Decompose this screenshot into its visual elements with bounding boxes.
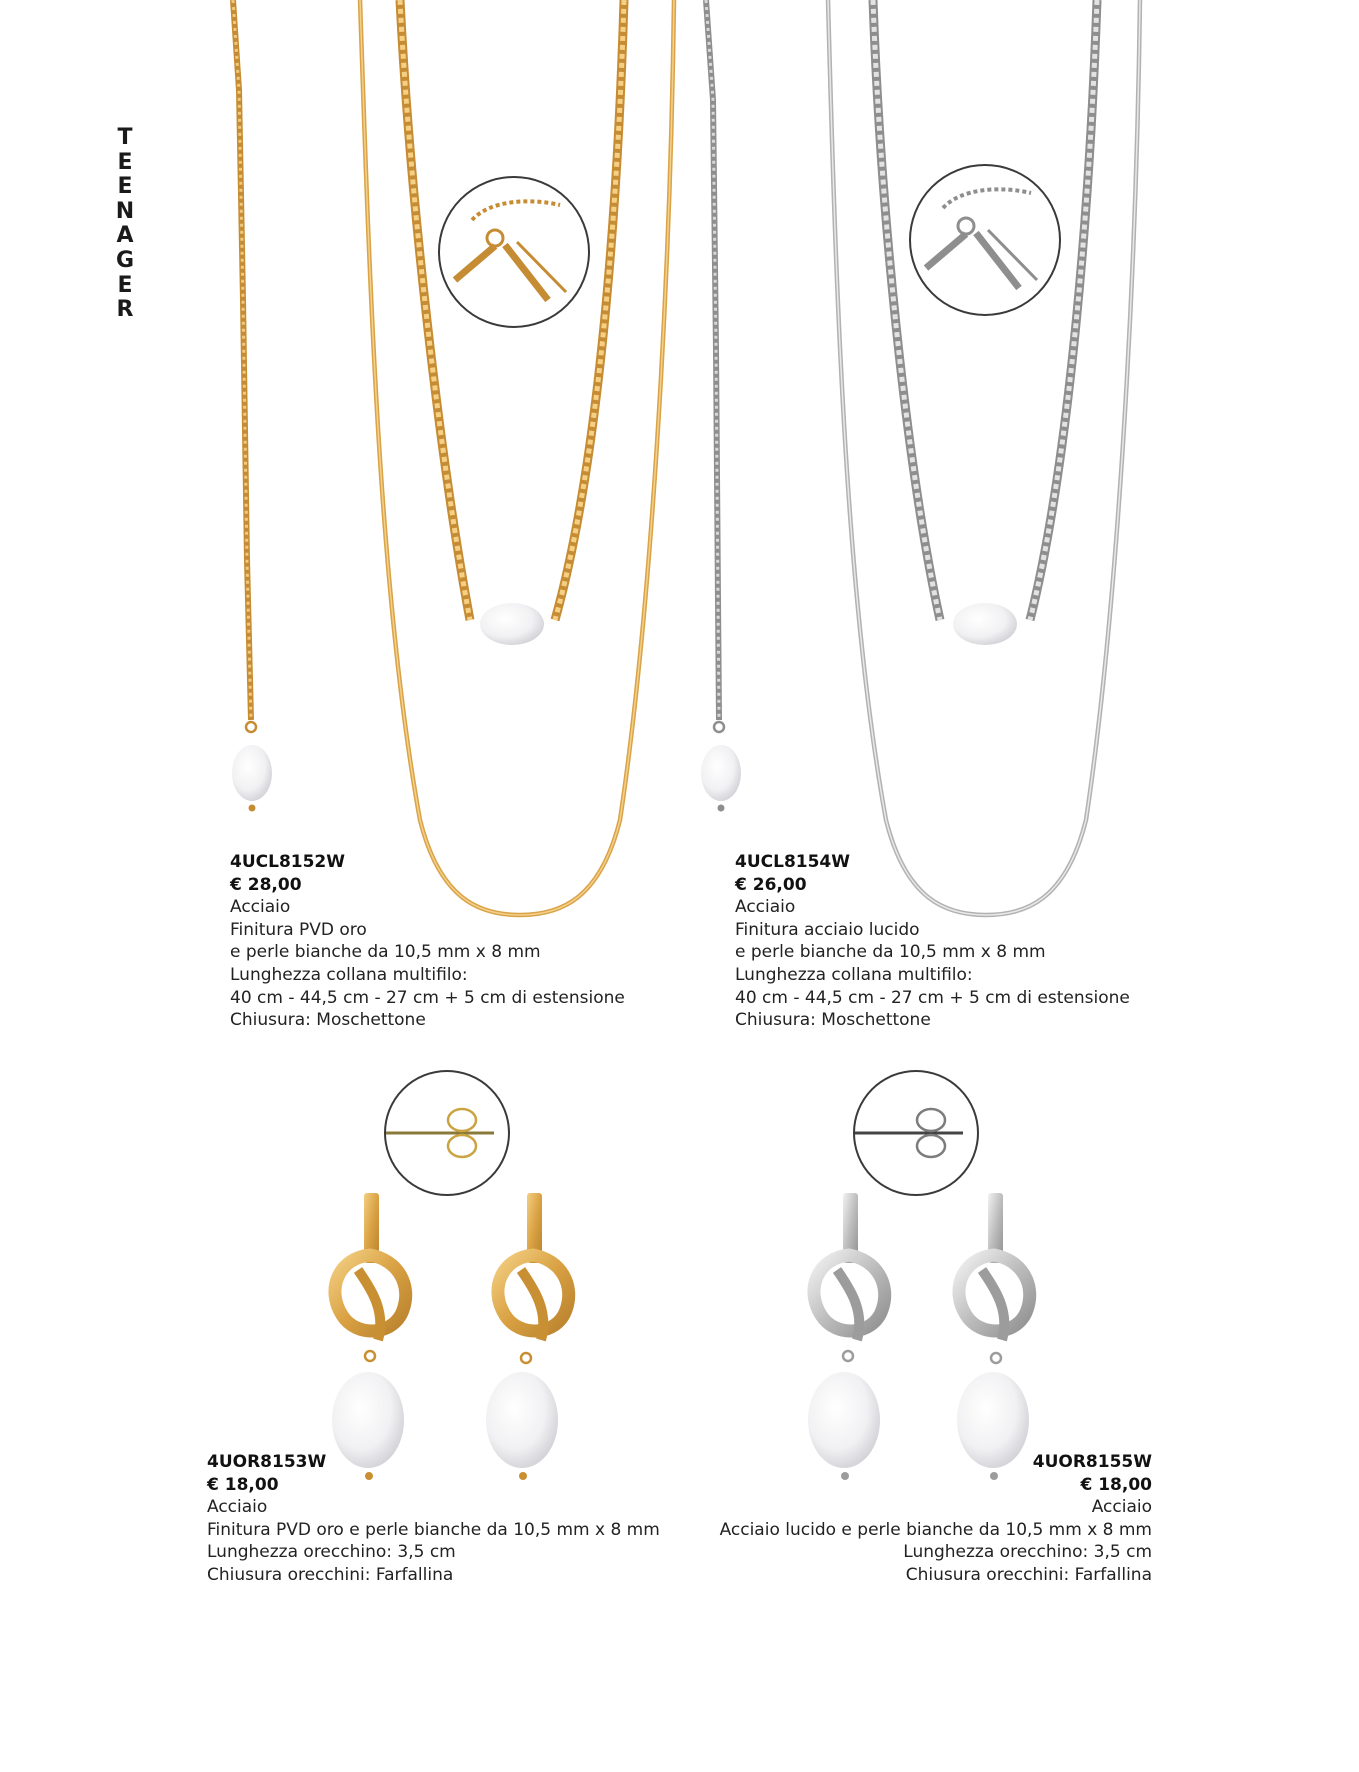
gold-necklace-image <box>232 0 674 915</box>
pearl-center <box>480 603 544 645</box>
section-label-letter: N <box>115 198 135 224</box>
product-code: 4UCL8154W <box>735 852 851 872</box>
silver-clasp-detail <box>910 165 1060 315</box>
section-label-letter: T <box>117 125 133 150</box>
product-price: € 28,00 <box>230 874 302 895</box>
silver-necklace-image <box>701 0 1140 915</box>
pearl-drop <box>701 745 741 801</box>
product-length-value: 40 cm - 44,5 cm - 27 cm + 5 cm di estensione <box>230 987 625 1008</box>
section-label-letter: R <box>116 297 134 323</box>
product-finish: Finitura acciaio lucido <box>735 919 920 940</box>
pearl-drop <box>232 745 272 801</box>
product-material: Acciaio <box>207 1497 268 1518</box>
section-label-letter: G <box>115 247 135 273</box>
product-length: Lunghezza orecchino: 3,5 cm <box>903 1542 1152 1563</box>
gold-clasp-detail <box>439 177 589 327</box>
product-length: Lunghezza orecchino: 3,5 cm <box>207 1542 456 1563</box>
product-finish: Finitura PVD oro e perle bianche da 10,5 mm x 8 mm <box>207 1519 660 1540</box>
product-finish: Acciaio lucido e perle bianche da 10,5 mm x 8 mm <box>719 1519 1152 1540</box>
product-code: 4UOR8155W <box>1032 1452 1152 1472</box>
product-material: Acciaio <box>1091 1497 1152 1518</box>
product-code: 4UCL8152W <box>230 852 346 872</box>
product-pearls: e perle bianche da 10,5 mm x 8 mm <box>735 942 1046 963</box>
product-price: € 18,00 <box>1080 1474 1152 1495</box>
product-code: 4UOR8153W <box>207 1452 327 1472</box>
product-closure: Chiusura: Moschettone <box>735 1010 931 1031</box>
product-price: € 18,00 <box>207 1474 279 1495</box>
product-material: Acciaio <box>735 897 796 918</box>
product-material: Acciaio <box>230 897 291 918</box>
gold-butterfly-back-detail <box>385 1071 509 1195</box>
product-length-label: Lunghezza collana multifilo: <box>230 964 468 985</box>
product-length-value: 40 cm - 44,5 cm - 27 cm + 5 cm di estensione <box>735 987 1130 1008</box>
product-finish: Finitura PVD oro <box>230 919 367 940</box>
product-info-4ucl8154w <box>735 851 1130 1032</box>
product-price: € 26,00 <box>735 874 807 895</box>
silver-earring-image <box>808 1193 1030 1480</box>
product-info-4uor8155w <box>720 1451 1152 1587</box>
product-pearls: e perle bianche da 10,5 mm x 8 mm <box>230 942 541 963</box>
section-label-letter: A <box>116 223 134 249</box>
silver-butterfly-back-detail <box>854 1071 978 1195</box>
section-label-letter: E <box>117 149 133 175</box>
product-info-4uor8153w <box>207 1451 660 1587</box>
product-closure: Chiusura orecchini: Farfallina <box>207 1564 454 1585</box>
product-closure: Chiusura orecchini: Farfallina <box>905 1564 1152 1585</box>
section-label-letter: E <box>117 272 133 298</box>
section-label-letter: E <box>117 174 133 200</box>
product-info-4ucl8152w <box>230 851 625 1032</box>
product-length-label: Lunghezza collana multifilo: <box>735 964 973 985</box>
pearl-center <box>953 603 1017 645</box>
gold-earring-image <box>332 1193 569 1480</box>
product-closure: Chiusura: Moschettone <box>230 1010 426 1031</box>
